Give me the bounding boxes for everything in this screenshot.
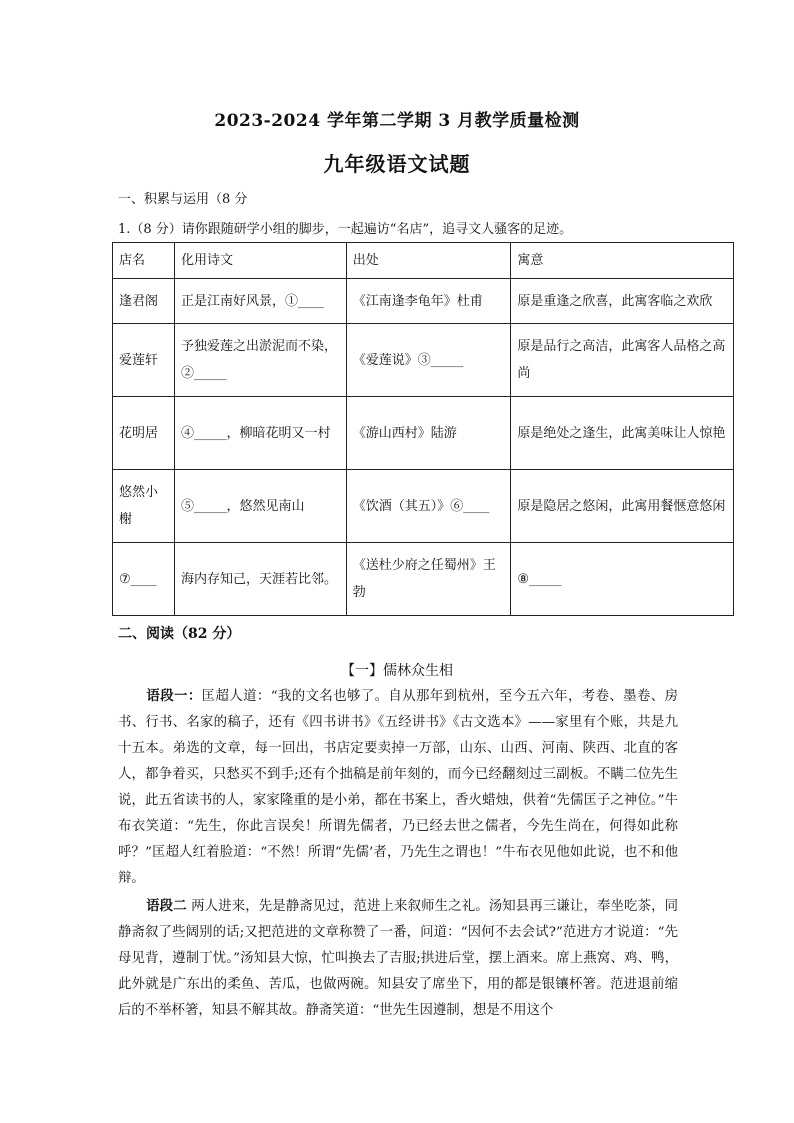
paragraph-text: 两人进来，先是静斋见过，范进上来叙师生之礼。汤知县再三谦让，奉坐吃茶，同静斋叙了些阔别的话;又把范进的文章称赞了一番，问道：“因何不去会试?”范进方才说道：“先母见背，遵制丁忧。”汤知县大惊，忙叫换去了吉服;拱进后堂，摆上酒来。席上燕窝、鸡、鸭，此外就是广东出的柔鱼、苦瓜，也做两碗。知县安了席坐下，用的都是银镶杯箸。范进退前缩后的不举杯箸，知县不解其故。静斋笑道：“世先生因遵制，想是不用这个 [118,899,679,1018]
source-cell: 《江南逢李龟年》杜甫 [346,279,511,324]
section2-heading: 二、阅读（82 分） [118,626,241,642]
passage-paragraph-2 [118,893,678,1024]
verse-cell: 海内存知己，天涯若比邻。 [174,543,346,616]
table-row [113,324,734,397]
paragraph-label: 语段二 [146,898,187,914]
shop-table [112,242,734,616]
source-cell: 《爱莲说》③_____ [346,324,511,397]
verse-cell: 予独爱莲之出淤泥而不染，②_____ [174,324,346,397]
meaning-cell: 原是隐居之悠闲，此寓用餐惬意悠闲 [511,470,734,543]
shop-name-cell: 逢君阁 [113,279,175,324]
table-header-cell: 出处 [346,243,511,279]
shop-name-cell: 爱莲轩 [113,324,175,397]
meaning-cell: 原是品行之高洁，此寓客人品格之高尚 [511,324,734,397]
section1-heading: 一、积累与运用（8 分 [118,192,248,207]
verse-cell: ④_____，柳暗花明又一村 [174,397,346,470]
meaning-cell: 原是绝处之逢生，此寓美味让人惊艳 [511,397,734,470]
table-header-cell: 化用诗文 [174,243,346,279]
table-row [113,279,734,324]
exam-title: 2023-2024 学年第二学期 3 月教学质量检测 [214,111,580,131]
passage-paragraph-1 [118,683,678,892]
table-header-cell: 店名 [113,243,175,279]
table-header-row [113,243,734,279]
paragraph-label: 语段一： [146,688,202,704]
shop-name-cell: 悠然小榭 [113,470,175,543]
exam-subtitle: 九年级语文试题 [323,152,471,176]
source-cell: 《游山西村》陆游 [346,397,511,470]
table-row [113,397,734,470]
source-cell: 《送杜少府之任蜀州》王勃 [346,543,511,616]
verse-cell: 正是江南好风景，①____ [174,279,346,324]
meaning-cell: ⑧_____ [511,543,734,616]
shop-name-cell: ⑦____ [113,543,175,616]
verse-cell: ⑤_____，悠然见南山 [174,470,346,543]
table-row [113,543,734,616]
source-cell: 《饮酒（其五）》⑥____ [346,470,511,543]
meaning-cell: 原是重逢之欣喜，此寓客临之欢欣 [511,279,734,324]
question-1-prompt: 1.（8 分）请你跟随研学小组的脚步，一起遍访“名店”，追寻文人骚客的足迹。 [118,222,573,237]
table-row [113,470,734,543]
passage-title: 【一】儒林众生相 [341,663,453,679]
paragraph-text: 匡超人道：“我的文名也够了。自从那年到杭州，至今五六年，考卷、墨卷、房书、行书、名家的稿子，还有《四书讲书》《五经讲书》《古文选本》——家里有个账，共是九十五本。弟选的文章，每一回出，书店定要卖掉一万部，山东、山西、河南、陕西、北直的客人，都争着买，只愁买不到手;还有个拙稿是前年刻的，而今已经翻刻过三副板。不瞒二位先生说，此五省读书的人，家家隆重的是小弟，都在书案上，香火蜡烛，供着“先儒匡子之神位。”牛布衣笑道：“先生，你此言误矣！所谓先儒者，乃已经去世之儒者，今先生尚在，何得如此称呼？”匡超人红着脸道：“不然！所谓“先儒’者，乃先生之谓也！”牛布衣见他如此说，也不和他辩。 [118,689,679,886]
shop-name-cell: 花明居 [113,397,175,470]
table-header-cell: 寓意 [511,243,734,279]
